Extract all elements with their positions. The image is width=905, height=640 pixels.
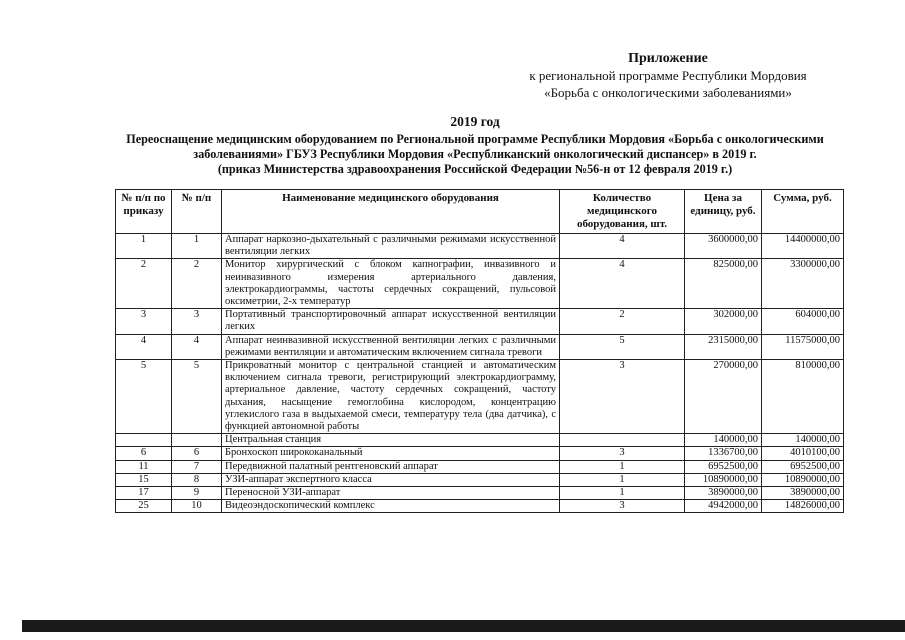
table-row (116, 309, 844, 334)
table-body (116, 234, 844, 513)
heading-line-3: (приказ Министерства здравоохранения Российской Федерации №56-н от 12 февраля 2019 г.) (217, 162, 733, 176)
header-order-no: № п/п по приказу (116, 190, 172, 234)
cell-price: 1336700,00 (685, 447, 762, 460)
cell-sum: 10890000,00 (762, 473, 844, 486)
cell-sum: 14826000,00 (762, 500, 844, 513)
cell-sum: 810000,00 (762, 360, 844, 434)
cell-name: УЗИ-аппарат экспертного класса (222, 473, 560, 486)
cell-price: 825000,00 (685, 259, 762, 309)
appendix-line-1: к региональной программе Республики Мордовия (529, 68, 807, 83)
cell-name: Монитор хирургический с блоком капнографии, инвазивного и неинвазивного измерения артериального давления, электрокардиограммы, частоты сердечных сокращений, пульсовой оксиметрии, 2-х температур (222, 259, 560, 309)
document-heading (60, 114, 890, 177)
cell-quantity: 5 (560, 334, 685, 359)
cell-order-no: 1 (116, 234, 172, 259)
cell-order-no (116, 434, 172, 447)
cell-quantity: 4 (560, 234, 685, 259)
appendix-line-2: «Борьба с онкологическими заболеваниями» (544, 85, 792, 100)
cell-name: Портативный транспортировочный аппарат искусственной вентиляции легких (222, 309, 560, 334)
table-row (116, 360, 844, 434)
cell-price: 6952500,00 (685, 460, 762, 473)
table-row (116, 500, 844, 513)
cell-sum: 11575000,00 (762, 334, 844, 359)
header-no: № п/п (172, 190, 222, 234)
cell-no: 5 (172, 360, 222, 434)
cell-name: Видеоэндоскопический комплекс (222, 500, 560, 513)
cell-quantity: 3 (560, 447, 685, 460)
cell-quantity (560, 434, 685, 447)
cell-no: 6 (172, 447, 222, 460)
cell-quantity: 1 (560, 460, 685, 473)
cell-no: 10 (172, 500, 222, 513)
cell-name: Центральная станция (222, 434, 560, 447)
cell-quantity: 1 (560, 487, 685, 500)
cell-price: 3890000,00 (685, 487, 762, 500)
cell-order-no: 5 (116, 360, 172, 434)
cell-no: 7 (172, 460, 222, 473)
table-row (116, 460, 844, 473)
header-name: Наименование медицинского оборудования (222, 190, 560, 234)
heading-line-1: Переоснащение медицинским оборудованием по Региональной программе Республики Мордовия «Борьба с онкологическими (126, 132, 824, 146)
appendix-block (503, 50, 833, 101)
cell-order-no: 3 (116, 309, 172, 334)
cell-name: Аппарат наркозно-дыхательный с различными режимами искусственной вентиляции легких (222, 234, 560, 259)
heading-year: 2019 год (450, 114, 500, 129)
cell-order-no: 4 (116, 334, 172, 359)
cell-order-no: 2 (116, 259, 172, 309)
cell-no: 3 (172, 309, 222, 334)
cell-name: Аппарат неинвазивной искусственной вентиляции легких с различными режимами вентиляции и автоматическим включением сигнала тревоги (222, 334, 560, 359)
cell-price: 10890000,00 (685, 473, 762, 486)
table-header-row (116, 190, 844, 234)
cell-quantity: 2 (560, 309, 685, 334)
cell-quantity: 3 (560, 500, 685, 513)
cell-no: 1 (172, 234, 222, 259)
cell-order-no: 11 (116, 460, 172, 473)
cell-name: Прикроватный монитор с центральной станцией и автоматическим включением сигнала тревоги, регистрирующий электрокардиограмму, артериальное давление, частоту сердечных сокращений, частоту дыхания, насыщение гемоглобина кислородом, концентрацию углекислого газа в выдыхаемой смеси, температуру тела (два датчика), с функцией автономной работы (222, 360, 560, 434)
cell-sum: 140000,00 (762, 434, 844, 447)
cell-price: 140000,00 (685, 434, 762, 447)
cell-sum: 3890000,00 (762, 487, 844, 500)
cell-name: Передвижной палатный рентгеновский аппарат (222, 460, 560, 473)
cell-no (172, 434, 222, 447)
header-sum: Сумма, руб. (762, 190, 844, 234)
cell-order-no: 25 (116, 500, 172, 513)
scan-edge-bar (22, 620, 905, 632)
cell-name: Бронхоскоп ширококанальный (222, 447, 560, 460)
table-row (116, 234, 844, 259)
cell-sum: 6952500,00 (762, 460, 844, 473)
cell-quantity: 3 (560, 360, 685, 434)
cell-order-no: 17 (116, 487, 172, 500)
cell-order-no: 6 (116, 447, 172, 460)
table-row (116, 487, 844, 500)
table-row (116, 434, 844, 447)
cell-price: 3600000,00 (685, 234, 762, 259)
header-price: Цена за единицу, руб. (685, 190, 762, 234)
cell-sum: 4010100,00 (762, 447, 844, 460)
cell-no: 2 (172, 259, 222, 309)
cell-price: 4942000,00 (685, 500, 762, 513)
cell-price: 270000,00 (685, 360, 762, 434)
cell-price: 302000,00 (685, 309, 762, 334)
table-row (116, 447, 844, 460)
table-row (116, 473, 844, 486)
cell-quantity: 1 (560, 473, 685, 486)
table-row (116, 259, 844, 309)
equipment-table (115, 189, 844, 513)
cell-no: 9 (172, 487, 222, 500)
cell-sum: 14400000,00 (762, 234, 844, 259)
cell-quantity: 4 (560, 259, 685, 309)
header-quantity: Количество медицинского оборудования, шт. (560, 190, 685, 234)
cell-no: 8 (172, 473, 222, 486)
cell-order-no: 15 (116, 473, 172, 486)
cell-no: 4 (172, 334, 222, 359)
heading-line-2: заболеваниями» ГБУЗ Республики Мордовия «Республиканский онкологический диспансер» в 2019 г. (193, 147, 757, 161)
cell-sum: 604000,00 (762, 309, 844, 334)
appendix-title: Приложение (628, 51, 708, 66)
cell-sum: 3300000,00 (762, 259, 844, 309)
cell-price: 2315000,00 (685, 334, 762, 359)
table-row (116, 334, 844, 359)
cell-name: Переносной УЗИ-аппарат (222, 487, 560, 500)
